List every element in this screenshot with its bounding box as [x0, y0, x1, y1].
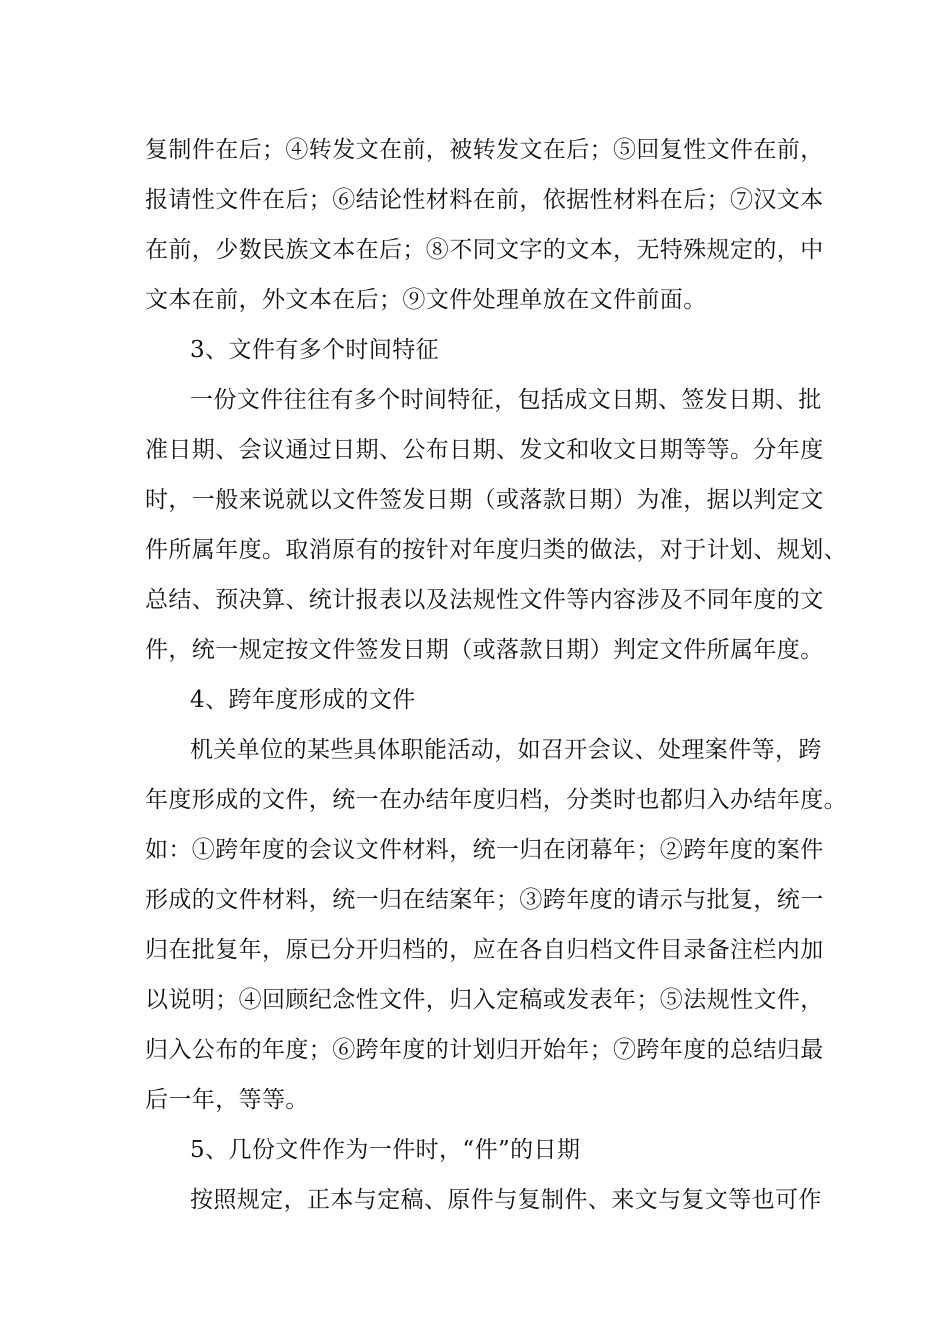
paragraph-line: 件，统一规定按文件签发日期（或落款日期）判定文件所属年度。 — [145, 637, 824, 663]
paragraph-line: 文本在前，外文本在后；⑨文件处理单放在文件前面。 — [145, 287, 707, 313]
paragraph-line: 归在批复年，原已分开归档的，应在各自归档文件目录备注栏内加 — [145, 937, 824, 963]
paragraph-line: 如：①跨年度的会议文件材料，统一归在闭幕年；②跨年度的案件 — [145, 837, 824, 863]
paragraph-line: 按照规定，正本与定稿、原件与复制件、来文与复文等也可作 — [190, 1187, 822, 1213]
paragraph-line: 总结、预决算、统计报表以及法规性文件等内容涉及不同年度的文 — [145, 587, 824, 613]
paragraph-line: 在前，少数民族文本在后；⑧不同文字的文本，无特殊规定的，中 — [145, 237, 824, 263]
paragraph-line: 报请性文件在后；⑥结论性材料在前，依据性材料在后；⑦汉文本 — [145, 187, 824, 213]
paragraph-line: 机关单位的某些具体职能活动，如召开会议、处理案件等，跨 — [190, 737, 822, 763]
paragraph-line: 归入公布的年度；⑥跨年度的计划归开始年；⑦跨年度的总结归最 — [145, 1037, 824, 1063]
paragraph-line: 年度形成的文件，统一在办结年度归档，分类时也都归入办结年度。 — [145, 787, 847, 813]
paragraph-line: 以说明；④回顾纪念性文件，归入定稿或发表年；⑤法规性文件， — [145, 987, 824, 1013]
paragraph-line: 形成的文件材料，统一归在结案年；③跨年度的请示与批复，统一 — [145, 887, 824, 913]
paragraph-line: 一份文件往往有多个时间特征，包括成文日期、签发日期、批 — [190, 387, 822, 413]
paragraph-line: 后一年，等等。 — [145, 1087, 309, 1113]
paragraph-line: 件所属年度。取消原有的按针对年度归类的做法，对于计划、规划、 — [145, 537, 847, 563]
paragraph-line: 准日期、会议通过日期、公布日期、发文和收文日期等等。分年度 — [145, 437, 824, 463]
section-heading: 4、跨年度形成的文件 — [190, 687, 416, 713]
section-heading: 5、几份文件作为一件时，“件”的日期 — [190, 1137, 581, 1163]
section-heading: 3、文件有多个时间特征 — [190, 337, 440, 363]
paragraph-line: 复制件在后；④转发文在前，被转发文在后；⑤回复性文件在前， — [145, 137, 824, 163]
paragraph-line: 时，一般来说就以文件签发日期（或落款日期）为准，据以判定文 — [145, 487, 824, 513]
